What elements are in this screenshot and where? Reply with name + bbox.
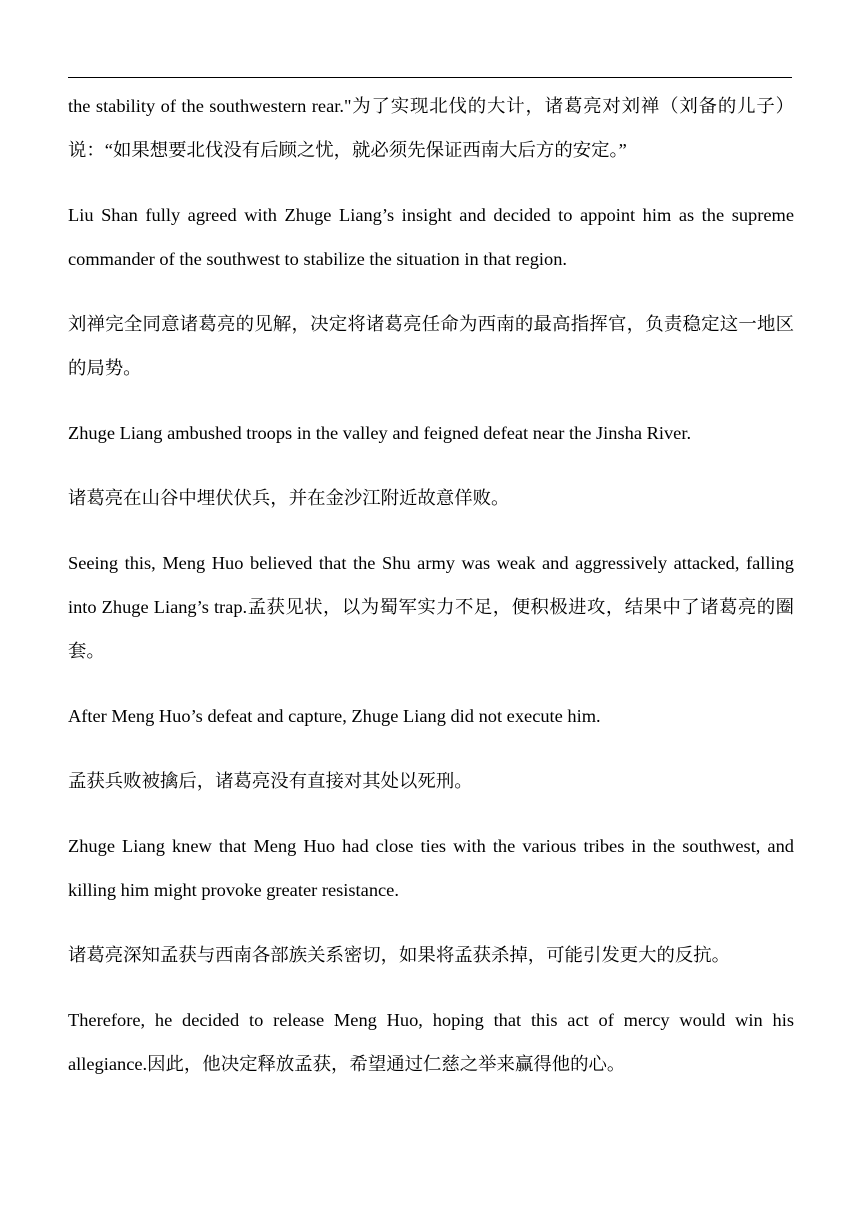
paragraph: Liu Shan fully agreed with Zhuge Liang’s insight and decided to appoint him as the supreme commander of the southwest to stabilize the situation in that region.: [68, 205, 794, 269]
paragraph: 孟获兵败被擒后，诸葛亮没有直接对其处以死刑。: [68, 771, 473, 791]
paragraph: After Meng Huo’s defeat and capture, Zhuge Liang did not execute him.: [68, 706, 601, 726]
document-body: [68, 84, 794, 1086]
header-rule: [68, 77, 792, 78]
paragraph: 诸葛亮深知孟获与西南各部族关系密切，如果将孟获杀掉，可能引发更大的反抗。: [68, 945, 731, 965]
paragraph: Zhuge Liang ambushed troops in the valley and feigned defeat near the Jinsha River.: [68, 423, 692, 443]
paragraph: 刘禅完全同意诸葛亮的见解，决定将诸葛亮任命为西南的最高指挥官，负责稳定这一地区的局势。: [68, 314, 794, 378]
paragraph: Therefore, he decided to release Meng Huo, hoping that this act of mercy would win his allegiance.因此，他决定释放孟获，希望通过仁慈之举来赢得他的心。: [68, 1010, 794, 1074]
paragraph: Seeing this, Meng Huo believed that the Shu army was weak and aggressively attacked, falling into Zhuge Liang’s trap.孟获见状，以为蜀军实力不足，便积极进攻，结果中了诸葛亮的圈套。: [68, 553, 794, 661]
paragraph: the stability of the southwestern rear."为了实现北伐的大计，诸葛亮对刘禅（刘备的儿子）说：“如果想要北伐没有后顾之忧，就必须先保证西南大后方的安定。”: [68, 96, 794, 160]
paragraph: 诸葛亮在山谷中埋伏伏兵，并在金沙江附近故意佯败。: [68, 488, 510, 508]
paragraph: Zhuge Liang knew that Meng Huo had close ties with the various tribes in the southwest, and killing him might provoke greater resistance.: [68, 836, 794, 900]
